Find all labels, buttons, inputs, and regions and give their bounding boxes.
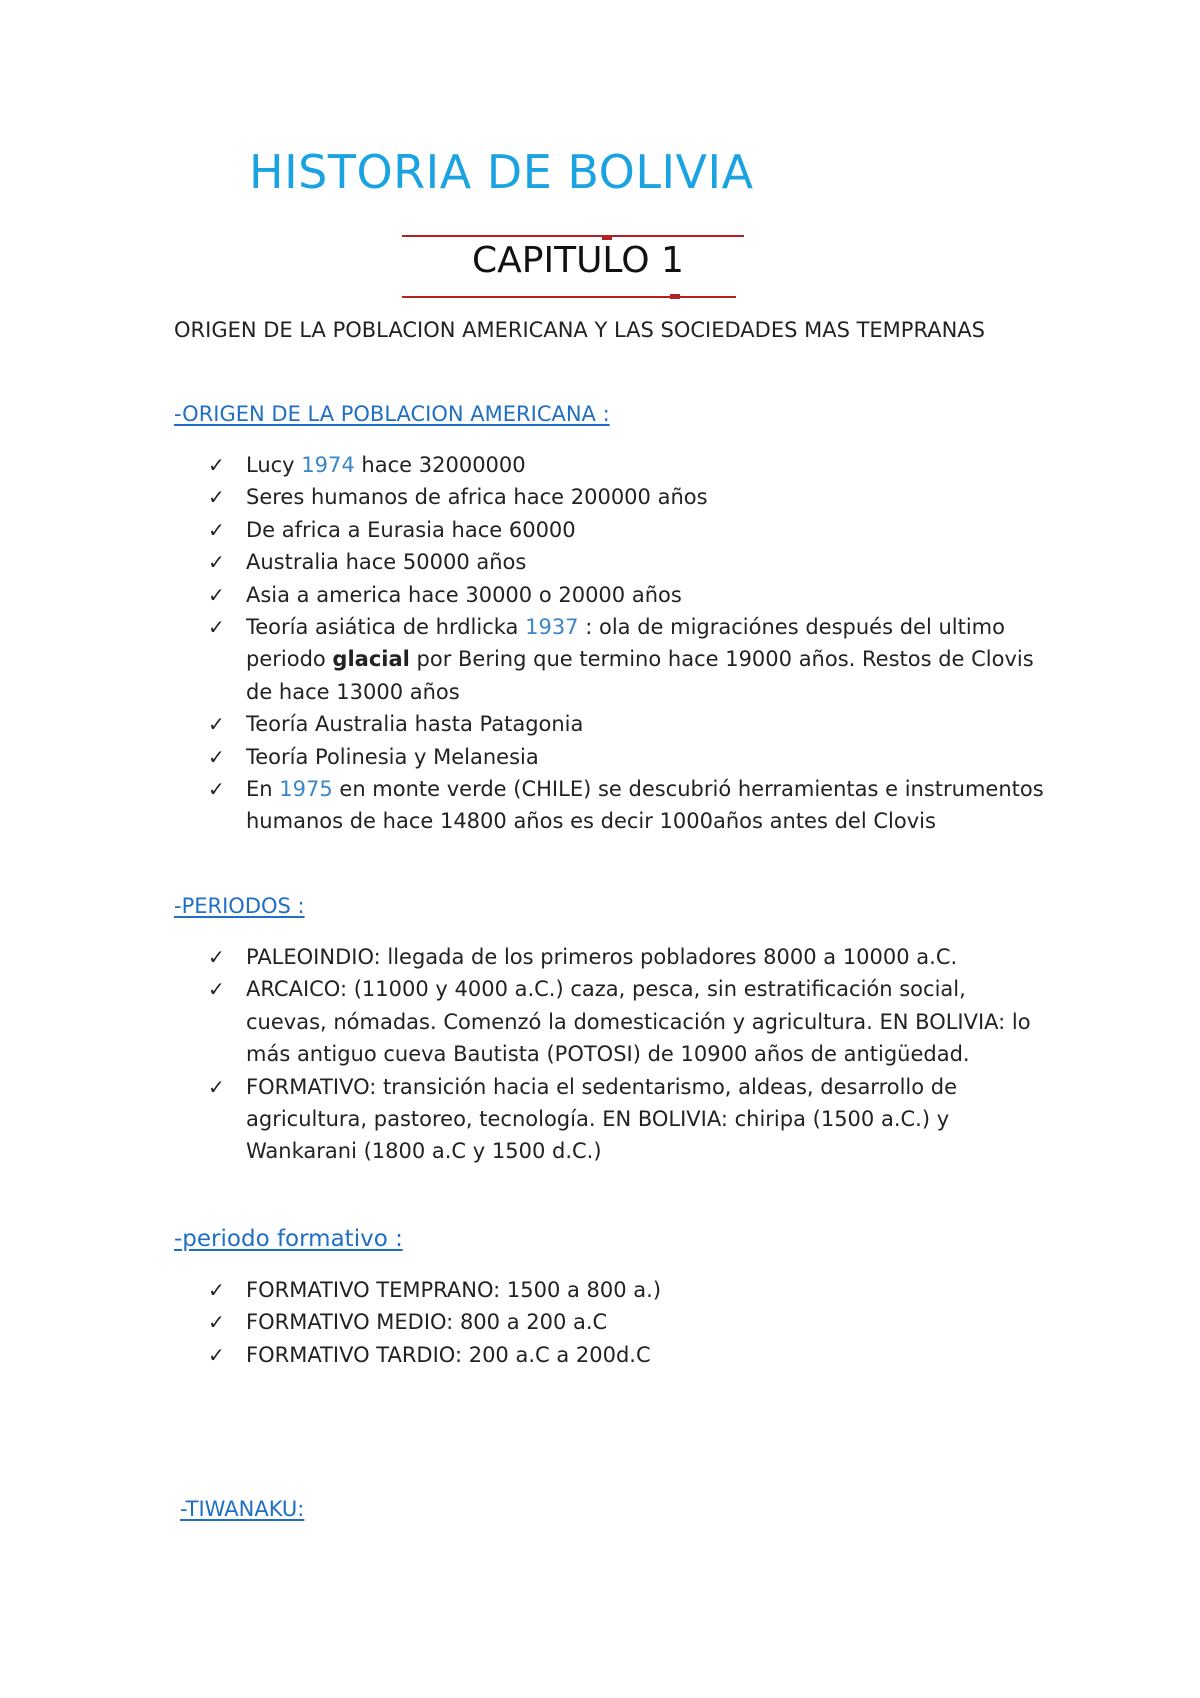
section-heading-formativo: -periodo formativo :	[174, 1226, 403, 1252]
list-item	[208, 1339, 1048, 1371]
check-icon: ✓	[208, 485, 225, 510]
year-highlight: 1937	[525, 615, 579, 640]
chapter-rule-bottom	[402, 296, 736, 298]
check-icon: ✓	[208, 517, 225, 542]
list-item	[208, 973, 1048, 1070]
list-item	[208, 1306, 1048, 1338]
check-icon: ✓	[208, 1074, 225, 1099]
item-text: en monte verde (CHILE) se descubrió herramientas e instrumentos humanos de hace 14800 años es decir 1000años antes del Clovis	[246, 777, 1044, 834]
item-text: FORMATIVO TARDIO: 200 a.C a 200d.C	[246, 1342, 651, 1367]
periodos-list	[208, 941, 1048, 1168]
rule-tick	[670, 294, 680, 299]
check-icon: ✓	[208, 1342, 225, 1367]
item-text: hace 32000000	[354, 453, 526, 477]
item-text: Lucy	[246, 453, 302, 477]
item-text: Teoría asiática de hrdlicka	[246, 615, 526, 640]
list-item	[208, 481, 1048, 513]
check-icon: ✓	[208, 1310, 225, 1335]
section-heading-periodos: -PERIODOS :	[174, 894, 305, 918]
section-heading-origen: -ORIGEN DE LA POBLACION AMERICANA :	[174, 402, 610, 426]
list-item	[208, 708, 1048, 740]
chapter-rule-top	[402, 235, 744, 237]
list-item	[208, 1274, 1048, 1306]
item-text: En	[246, 777, 280, 802]
year-highlight: 1975	[279, 777, 333, 802]
check-icon: ✓	[208, 712, 225, 737]
document-title: HISTORIA DE BOLIVIA	[249, 145, 754, 199]
formativo-list	[208, 1274, 1048, 1371]
list-item	[208, 579, 1048, 611]
chapter-heading: CAPITULO 1	[472, 240, 684, 281]
bold-term: glacial	[332, 647, 410, 672]
list-item	[208, 611, 1048, 708]
check-icon: ✓	[208, 550, 225, 575]
item-text: Asia a america hace 30000 o 20000 años	[246, 582, 682, 607]
item-text: FORMATIVO: transición hacia el sedentarismo, aldeas, desarrollo de agricultura, pastoreo, tecnología. EN BOLIVIA: chiripa (1500 a.C.) y Wankarani (1800 a.C y 1500 d.C.)	[246, 1074, 958, 1164]
check-icon: ✓	[208, 453, 225, 477]
section-heading-tiwanaku: -TIWANAKU:	[180, 1497, 305, 1521]
item-text: : ola de migraciónes después del ultimo periodo	[246, 615, 1005, 672]
check-icon: ✓	[208, 977, 225, 1002]
check-icon: ✓	[208, 945, 225, 969]
item-text: De africa a Eurasia hace 60000	[246, 517, 576, 542]
list-item	[208, 941, 1048, 973]
chapter-subtitle: ORIGEN DE LA POBLACION AMERICANA Y LAS SOCIEDADES MAS TEMPRANAS	[174, 318, 985, 342]
check-icon: ✓	[208, 1278, 225, 1302]
list-item	[208, 546, 1048, 578]
item-text: PALEOINDIO: llegada de los primeros pobladores 8000 a 10000 a.C.	[246, 945, 958, 969]
check-icon: ✓	[208, 744, 225, 769]
list-item	[208, 773, 1048, 838]
origen-list	[208, 449, 1048, 838]
check-icon: ✓	[208, 615, 225, 640]
check-icon: ✓	[208, 582, 225, 607]
item-text: FORMATIVO MEDIO: 800 a 200 a.C	[246, 1310, 608, 1335]
list-item	[208, 741, 1048, 773]
item-text: FORMATIVO TEMPRANO: 1500 a 800 a.)	[246, 1278, 662, 1302]
item-text: ARCAICO: (11000 y 4000 a.C.) caza, pesca, sin estratificación social, cuevas, nómadas. Comenzó la domesticación y agricultura. EN BOLIVIA: lo más antiguo cueva Bautista (POTOSI) de 10900 años de antigüedad.	[246, 977, 1031, 1067]
item-text: Teoría Polinesia y Melanesia	[246, 744, 539, 769]
item-text: Seres humanos de africa hace 200000 años	[246, 485, 708, 510]
item-text: Teoría Australia hasta Patagonia	[246, 712, 584, 737]
check-icon: ✓	[208, 777, 225, 802]
item-text: Australia hace 50000 años	[246, 550, 527, 575]
year-highlight: 1974	[301, 453, 355, 477]
item-text: por Bering que termino hace 19000 años. Restos de Clovis de hace 13000 años	[246, 647, 1034, 704]
list-item	[208, 514, 1048, 546]
list-item	[208, 449, 1048, 481]
list-item	[208, 1071, 1048, 1168]
